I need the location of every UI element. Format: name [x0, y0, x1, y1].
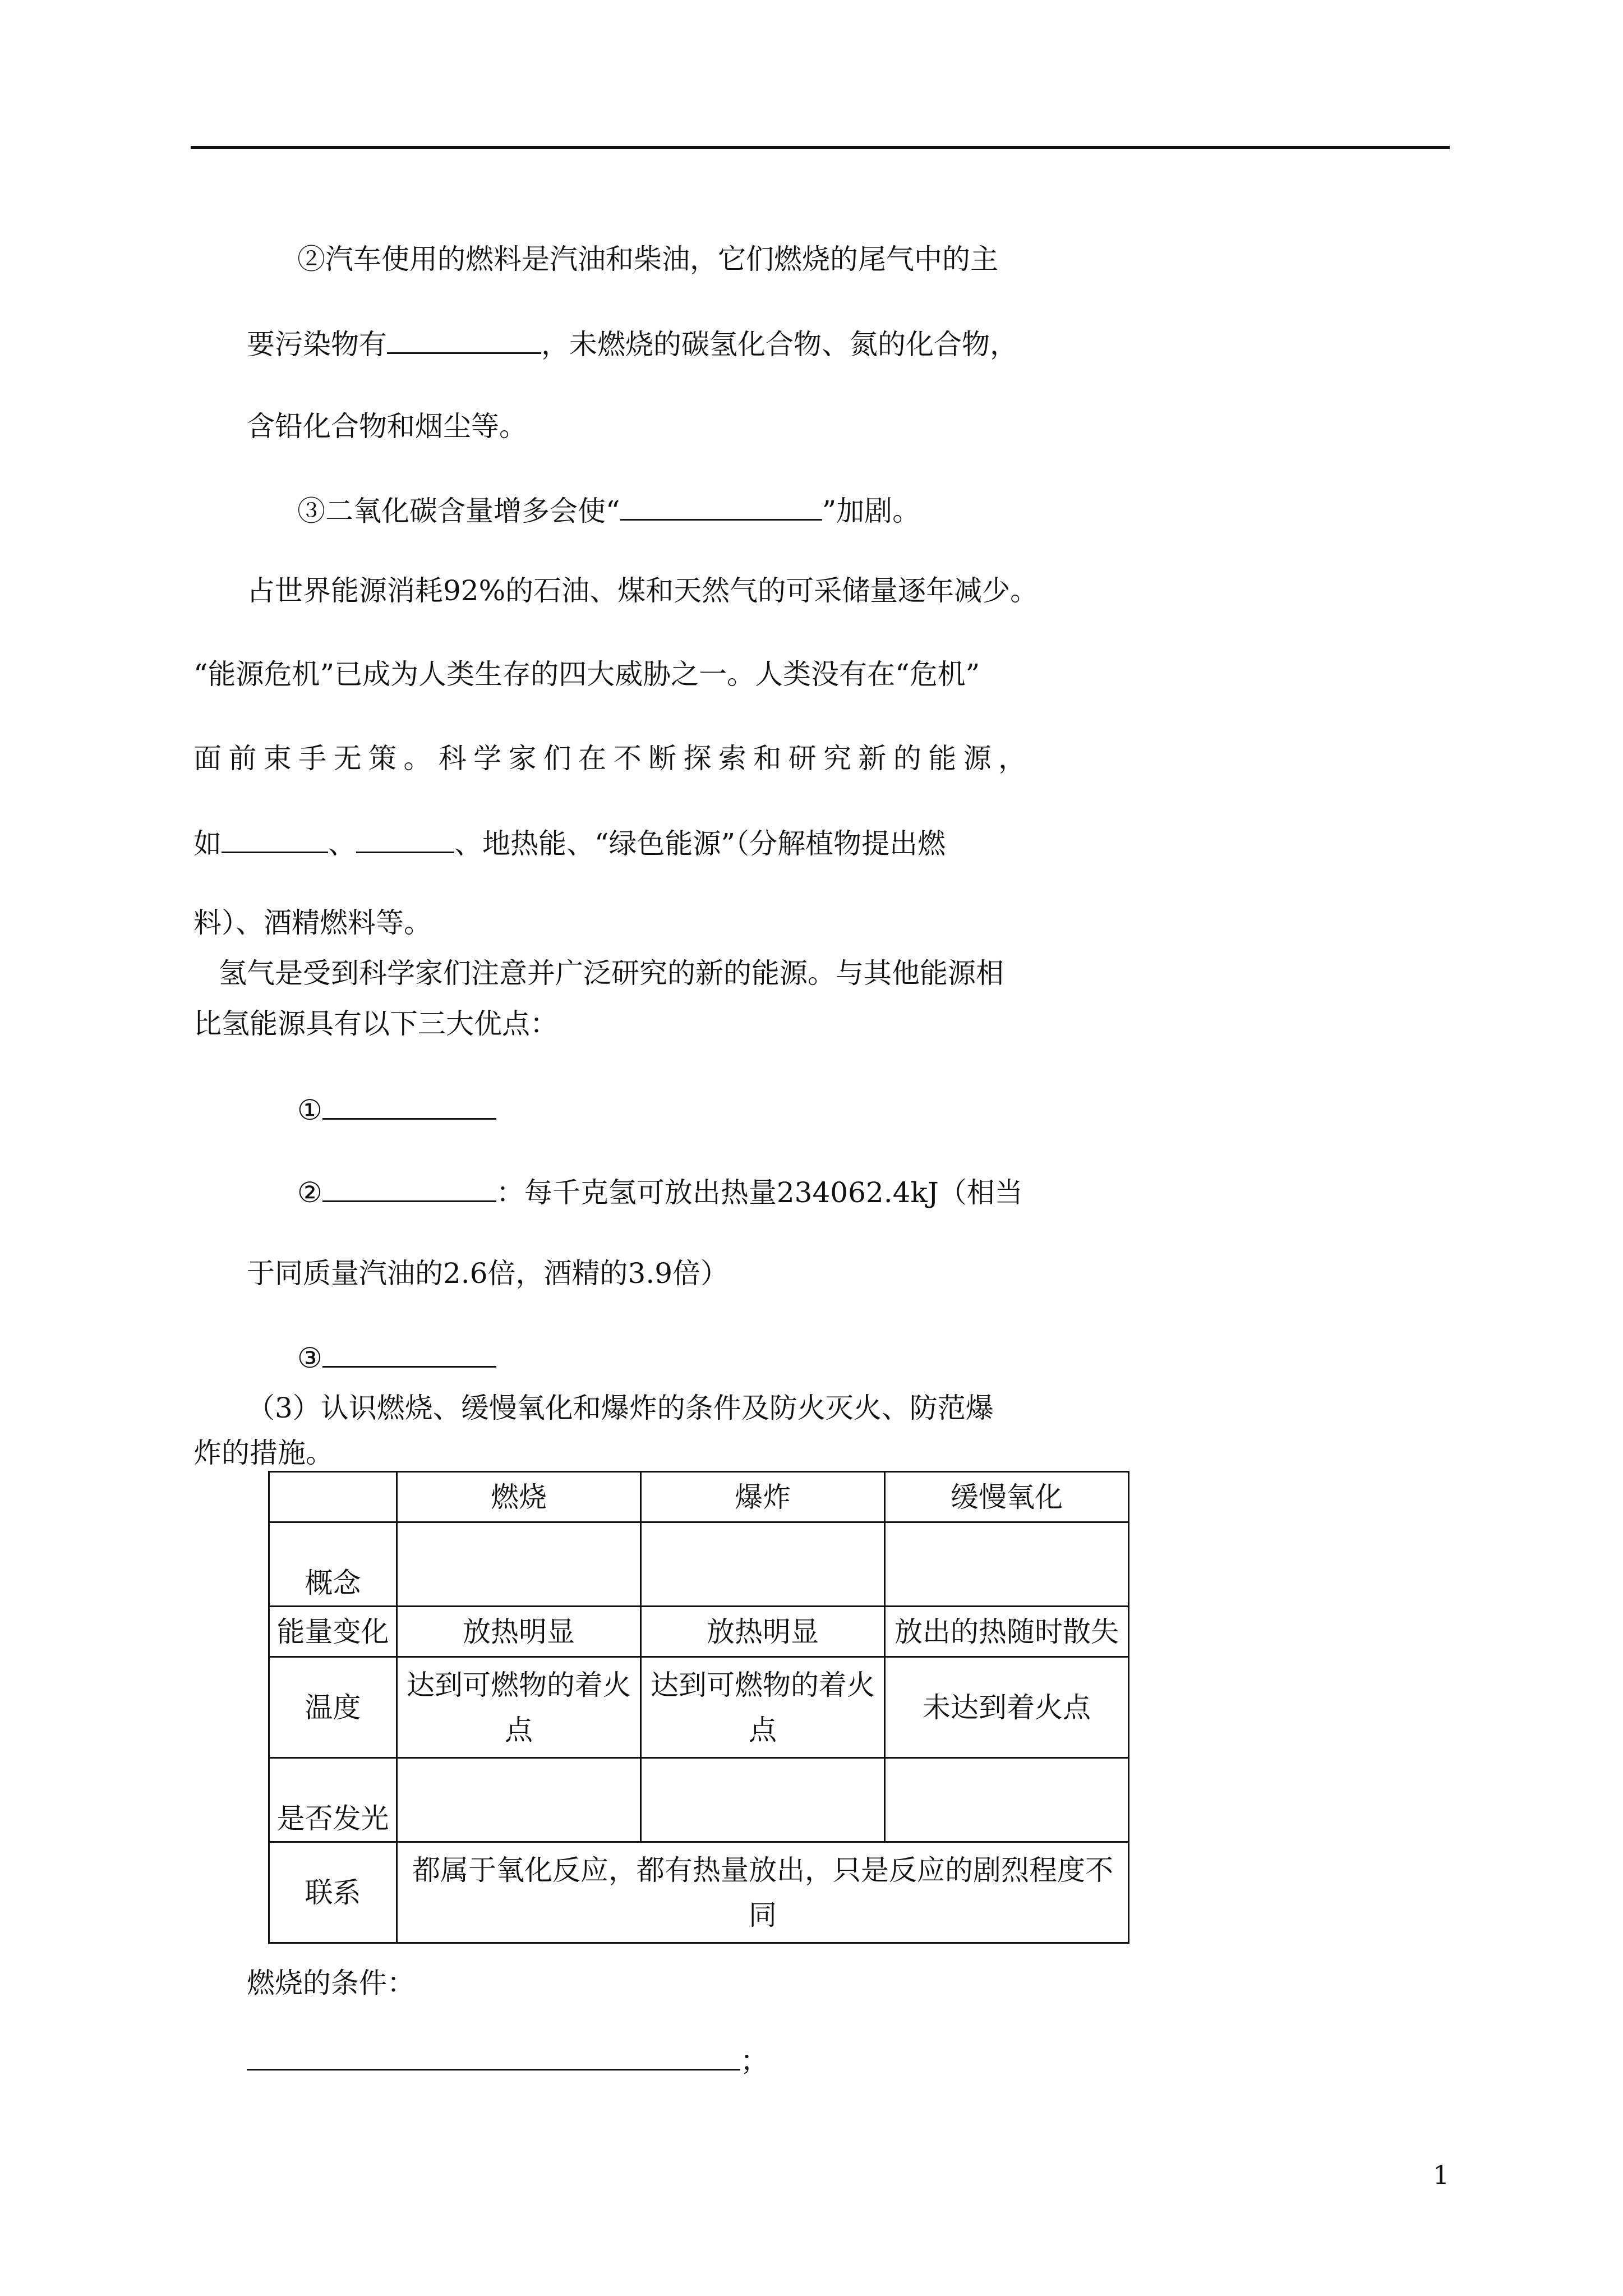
table-answer-cell[interactable] [885, 1522, 1129, 1607]
table-cell: 达到可燃物的着火点 [641, 1657, 885, 1758]
text-line-2 [247, 325, 1018, 361]
comparison-table [268, 1471, 1129, 1944]
answer-blank[interactable] [356, 825, 454, 853]
table-header-cell: 爆炸 [641, 1472, 885, 1522]
table-header-cell: 燃烧 [397, 1472, 641, 1522]
text-line-9: 料）、酒精燃料等。 [193, 907, 432, 939]
answer-blank[interactable] [222, 825, 328, 853]
text-line-2-start: 要污染物有 [247, 328, 387, 361]
table-cell: 达到可燃物的着火点 [397, 1657, 641, 1758]
answer-blank[interactable] [322, 1339, 496, 1368]
answer-blank[interactable] [620, 492, 822, 521]
table-header-cell: 缓慢氧化 [885, 1472, 1129, 1522]
table-answer-cell[interactable] [641, 1758, 885, 1842]
answer-blank[interactable] [247, 2042, 740, 2070]
text-line-4-start: ③二氧化碳含量增多会使“ [297, 495, 620, 527]
table-row-label: 温度 [269, 1657, 397, 1758]
text-line-7: 面前束手无策。科学家们在不断探索和研究新的能源， [193, 742, 1026, 775]
advantage-2-text: ：每千克氢可放出热量234062.4kJ（相当 [496, 1176, 1023, 1209]
text-line-8-end: 、地热能、“绿色能源”（分解植物提出燃 [454, 827, 946, 860]
advantage-2-label: ② [297, 1176, 322, 1209]
table-cell: 未达到着火点 [885, 1657, 1129, 1758]
text-line-8 [193, 825, 946, 861]
table-answer-cell[interactable] [641, 1522, 885, 1607]
text-line-4-end: ”加剧。 [822, 495, 921, 527]
text-line-17: 炸的措施。 [193, 1437, 334, 1469]
header-rule [191, 146, 1450, 149]
advantage-3 [297, 1339, 496, 1375]
table-answer-cell[interactable] [885, 1758, 1129, 1842]
text-line-5: 占世界能源消耗92%的石油、煤和天然气的可采储量逐年减少。 [247, 574, 1039, 607]
advantage-1 [297, 1091, 496, 1127]
answer-blank[interactable] [387, 325, 541, 354]
section-heading: （3）认识燃烧、缓慢氧化和爆炸的条件及防火灭火、防范爆 [247, 1392, 994, 1424]
text-line-10: 氢气是受到科学家们注意并广泛研究的新的能源。与其他能源相 [219, 957, 1004, 990]
table-header-cell [269, 1472, 397, 1522]
text-line-8-start: 如 [193, 827, 222, 860]
text-line-14: 于同质量汽油的2.6倍，酒精的3.9倍） [247, 1257, 729, 1290]
combustion-condition-end: ； [740, 2045, 768, 2077]
table-row-light [269, 1758, 1129, 1842]
combustion-condition [247, 2042, 768, 2078]
table-row-label: 联系 [269, 1842, 397, 1943]
table-row-energy [269, 1607, 1129, 1657]
advantage-3-label: ③ [297, 1342, 322, 1374]
text-line-8-sep: 、 [328, 827, 356, 860]
table-cell: 放热明显 [641, 1607, 885, 1657]
text-line-18: 燃烧的条件： [247, 1967, 415, 1999]
table-answer-cell[interactable] [397, 1522, 641, 1607]
table-row-relation [269, 1842, 1129, 1943]
table-cell: 放出的热随时散失 [885, 1607, 1129, 1657]
table-answer-cell[interactable] [397, 1758, 641, 1842]
table-cell: 都属于氧化反应，都有热量放出，只是反应的剧烈程度不同 [397, 1842, 1129, 1943]
table-header-row [269, 1472, 1129, 1522]
text-line-4 [297, 492, 920, 528]
text-line-1: ②汽车使用的燃料是汽油和柴油，它们燃烧的尾气中的主 [297, 243, 998, 275]
table-row-temperature [269, 1657, 1129, 1758]
answer-blank[interactable] [322, 1174, 496, 1202]
text-line-6: “能源危机”已成为人类生存的四大威胁之一。人类没有在“危机” [193, 658, 980, 691]
answer-blank[interactable] [322, 1091, 496, 1120]
advantage-2 [297, 1174, 1023, 1209]
table-row-label: 能量变化 [269, 1607, 397, 1657]
page-number: 1 [1433, 2160, 1450, 2190]
table-row-concept [269, 1522, 1129, 1607]
advantage-1-label: ① [297, 1094, 322, 1126]
table-cell: 放热明显 [397, 1607, 641, 1657]
table-row-label: 是否发光 [269, 1758, 397, 1842]
text-line-2-end: ，未燃烧的碳氢化合物、氮的化合物， [541, 328, 1018, 361]
table-row-label: 概念 [269, 1522, 397, 1607]
text-line-11: 比氢能源具有以下三大优点： [193, 1007, 558, 1040]
text-line-3: 含铅化合物和烟尘等。 [247, 410, 527, 443]
